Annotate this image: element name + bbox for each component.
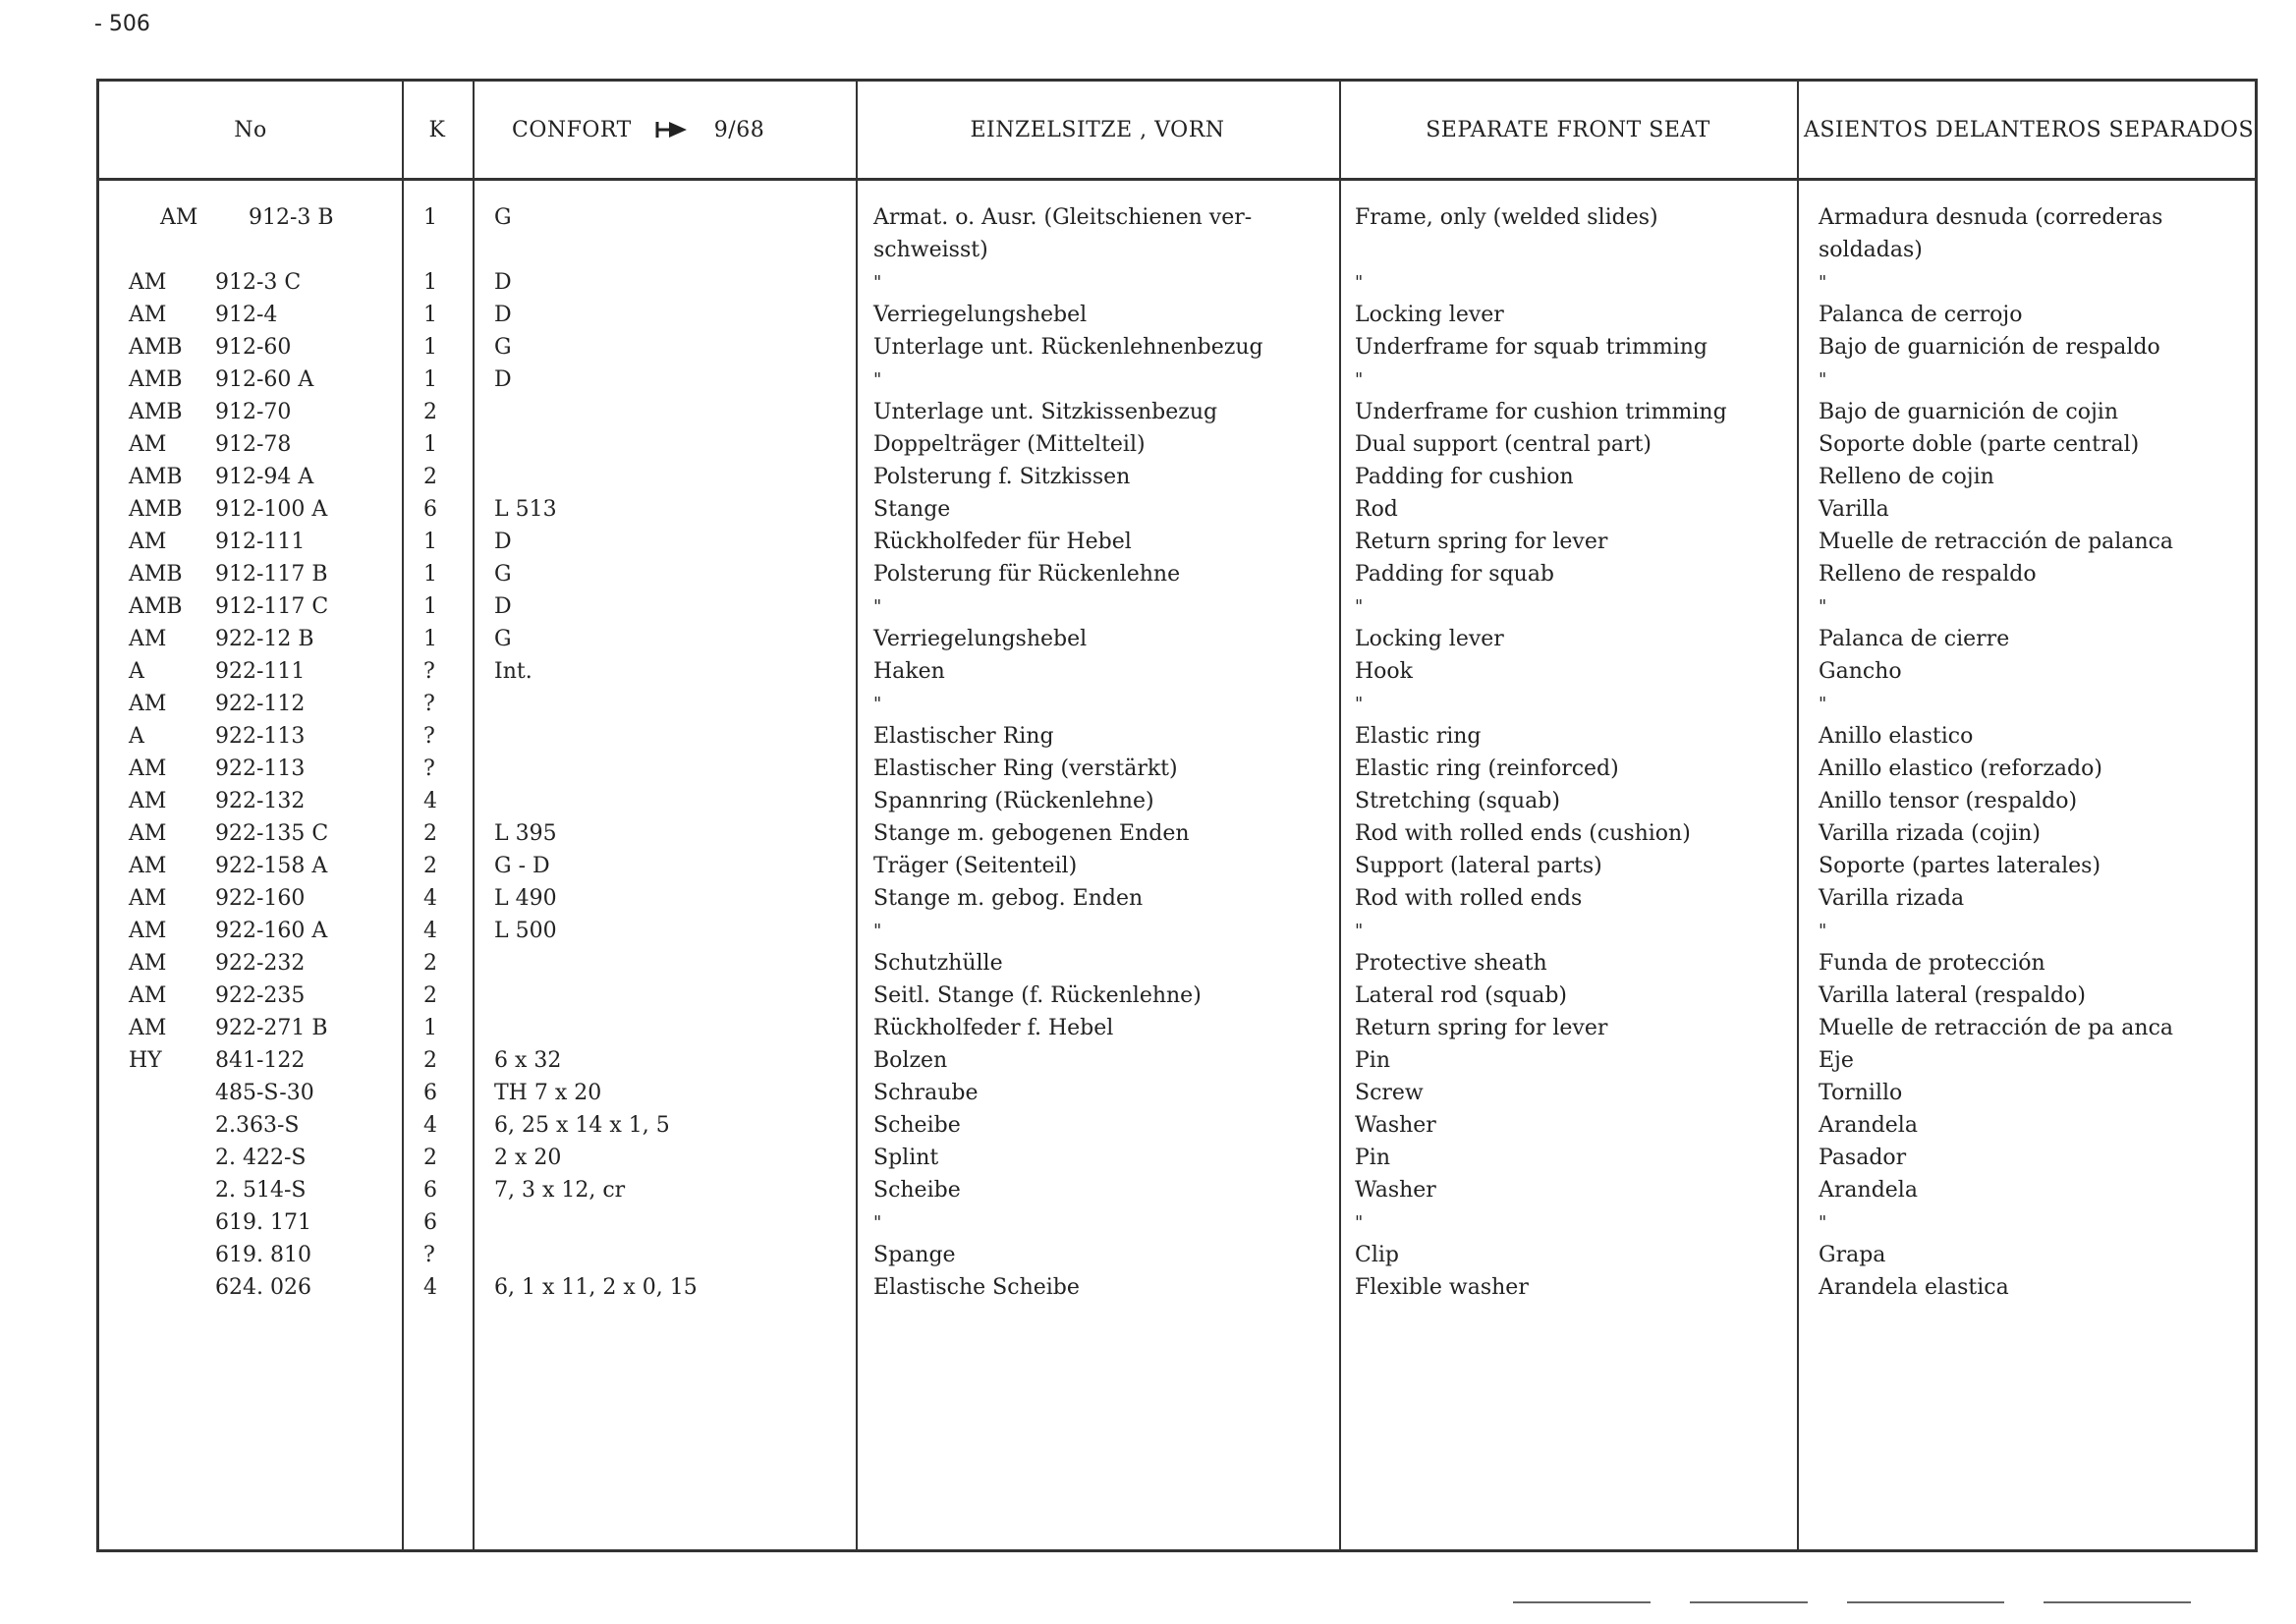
cell-pre: AM xyxy=(129,951,167,976)
cell-en: Screw xyxy=(1355,1081,1424,1105)
cell-pre: AMB xyxy=(129,335,183,360)
cell-k: ? xyxy=(423,692,435,716)
cell-pre: AM xyxy=(160,205,198,230)
cell-es: " xyxy=(1819,369,1827,390)
cell-es: Gancho xyxy=(1819,659,1902,684)
cell-de: Verriegelungshebel xyxy=(873,627,1088,651)
cell-num: 912-78 xyxy=(215,432,292,457)
cell-es: " xyxy=(1819,694,1827,714)
cell-en: " xyxy=(1355,694,1364,714)
cell-en: Underframe for cushion trimming xyxy=(1355,400,1727,424)
cell-de: Unterlage unt. Sitzkissenbezug xyxy=(873,400,1218,424)
cell-pre: AMB xyxy=(129,562,183,587)
cell-en: Rod with rolled ends (cushion) xyxy=(1355,821,1691,846)
cell-num: 922-111 xyxy=(215,659,306,684)
cell-num: 922-232 xyxy=(215,951,306,976)
cell-pre: AM xyxy=(129,432,167,457)
arrow-right-icon xyxy=(655,120,689,140)
cell-en: Underframe for squab trimming xyxy=(1355,335,1708,360)
cell-conf: D xyxy=(494,270,512,295)
header-english: SEPARATE FRONT SEAT xyxy=(1426,117,1710,142)
cell-de: Stange xyxy=(873,497,951,522)
cell-k: 1 xyxy=(423,562,437,587)
cell-k: 2 xyxy=(423,465,437,489)
cell-de: Elastischer Ring (verstärkt) xyxy=(873,756,1178,781)
cell-num: 922-135 C xyxy=(215,821,329,846)
cell-en: Elastic ring (reinforced) xyxy=(1355,756,1619,781)
cell-pre: AM xyxy=(129,854,167,878)
cell-conf: D xyxy=(494,530,512,554)
cell-k: 6 xyxy=(423,1081,437,1105)
cell-es: Soporte doble (parte central) xyxy=(1819,432,2140,457)
cell-k: 4 xyxy=(423,1275,437,1300)
cell-pre: AM xyxy=(129,983,167,1008)
cell-num: 912-111 xyxy=(215,530,306,554)
scan-mark xyxy=(1690,1601,1808,1603)
cell-num: 2. 514-S xyxy=(215,1178,307,1203)
cell-conf: G xyxy=(494,562,512,587)
cell-de: Armat. o. Ausr. (Gleitschienen ver- schweisst) xyxy=(873,205,1253,262)
cell-num: 2. 422-S xyxy=(215,1146,307,1170)
cell-de: Stange m. gebogenen Enden xyxy=(873,821,1190,846)
cell-k: 1 xyxy=(423,627,437,651)
cell-pre: AMB xyxy=(129,497,183,522)
cell-en: " xyxy=(1355,369,1364,390)
cell-en: " xyxy=(1355,921,1364,941)
cell-de: Polsterung f. Sitzkissen xyxy=(873,465,1131,489)
cell-de: Spannring (Rückenlehne) xyxy=(873,789,1154,813)
cell-en: Protective sheath xyxy=(1355,951,1547,976)
cell-es: Muelle de retracción de pa anca xyxy=(1819,1016,2174,1040)
cell-num: 922-160 A xyxy=(215,919,328,943)
cell-num: 912-100 A xyxy=(215,497,328,522)
cell-k: 1 xyxy=(423,1016,437,1040)
cell-en: Washer xyxy=(1355,1113,1436,1138)
cell-es: Varilla xyxy=(1819,497,1889,522)
header-german: EINZELSITZE , VORN xyxy=(970,117,1225,142)
cell-pre: AM xyxy=(129,789,167,813)
cell-en: Hook xyxy=(1355,659,1414,684)
cell-pre: AM xyxy=(129,692,167,716)
cell-k: 1 xyxy=(423,367,437,392)
cell-num: 922-235 xyxy=(215,983,306,1008)
cell-conf: L 395 xyxy=(494,821,557,846)
cell-num: 624. 026 xyxy=(215,1275,311,1300)
cell-es: " xyxy=(1819,1212,1827,1233)
cell-num: 485-S-30 xyxy=(215,1081,314,1105)
cell-k: 4 xyxy=(423,789,437,813)
cell-k: 1 xyxy=(423,594,437,619)
cell-num: 922-113 xyxy=(215,724,306,749)
cell-de: Splint xyxy=(873,1146,939,1170)
column-divider xyxy=(473,82,475,1549)
cell-en: Dual support (central part) xyxy=(1355,432,1652,457)
cell-pre: AMB xyxy=(129,400,183,424)
cell-num: 922-271 B xyxy=(215,1016,328,1040)
cell-k: 2 xyxy=(423,1048,437,1073)
cell-de: Unterlage unt. Rückenlehnenbezug xyxy=(873,335,1263,360)
header-no: No xyxy=(234,117,267,142)
cell-k: 1 xyxy=(423,432,437,457)
cell-num: 922-158 A xyxy=(215,854,328,878)
cell-conf: L 500 xyxy=(494,919,557,943)
cell-k: ? xyxy=(423,756,435,781)
header-k: K xyxy=(428,117,446,142)
column-divider xyxy=(402,82,404,1549)
cell-es: Relleno de respaldo xyxy=(1819,562,2037,587)
cell-k: 1 xyxy=(423,303,437,327)
cell-k: 2 xyxy=(423,983,437,1008)
cell-k: 6 xyxy=(423,1178,437,1203)
cell-en: Rod with rolled ends xyxy=(1355,886,1583,911)
cell-num: 922-113 xyxy=(215,756,306,781)
cell-k: 1 xyxy=(423,205,437,230)
cell-conf: G xyxy=(494,627,512,651)
cell-de: Haken xyxy=(873,659,945,684)
cell-de: Spange xyxy=(873,1243,956,1267)
cell-es: Anillo elastico xyxy=(1819,724,1974,749)
cell-num: 912-4 xyxy=(215,303,278,327)
cell-conf: D xyxy=(494,303,512,327)
cell-es: Arandela xyxy=(1819,1178,1918,1203)
cell-en: Pin xyxy=(1355,1048,1391,1073)
cell-k: 6 xyxy=(423,497,437,522)
cell-en: Clip xyxy=(1355,1243,1399,1267)
cell-es: Anillo elastico (reforzado) xyxy=(1819,756,2102,781)
cell-num: 912-3 C xyxy=(215,270,302,295)
cell-de: Scheibe xyxy=(873,1178,961,1203)
cell-k: ? xyxy=(423,659,435,684)
cell-pre: AM xyxy=(129,886,167,911)
cell-en: Frame, only (welded slides) xyxy=(1355,205,1658,230)
cell-conf: G - D xyxy=(494,854,550,878)
cell-es: Funda de protección xyxy=(1819,951,2045,976)
cell-pre: AM xyxy=(129,627,167,651)
cell-de: Elastischer Ring xyxy=(873,724,1054,749)
cell-conf: G xyxy=(494,335,512,360)
scan-mark xyxy=(2044,1601,2191,1603)
cell-es: Pasador xyxy=(1819,1146,1907,1170)
column-divider xyxy=(1797,82,1799,1549)
cell-en: Support (lateral parts) xyxy=(1355,854,1602,878)
cell-es: Relleno de cojin xyxy=(1819,465,1994,489)
cell-en: Pin xyxy=(1355,1146,1391,1170)
page-number: - 506 xyxy=(94,12,150,36)
cell-num: 912-70 xyxy=(215,400,292,424)
cell-en: Locking lever xyxy=(1355,627,1504,651)
cell-de: Polsterung für Rückenlehne xyxy=(873,562,1181,587)
cell-pre: AMB xyxy=(129,594,183,619)
scan-mark xyxy=(1847,1601,2004,1603)
cell-k: 2 xyxy=(423,951,437,976)
cell-num: 619. 171 xyxy=(215,1210,311,1235)
cell-k: 1 xyxy=(423,270,437,295)
cell-pre: AM xyxy=(129,821,167,846)
cell-de: Schutzhülle xyxy=(873,951,1003,976)
cell-en: Elastic ring xyxy=(1355,724,1482,749)
cell-k: 2 xyxy=(423,854,437,878)
cell-k: 2 xyxy=(423,1146,437,1170)
cell-en: " xyxy=(1355,596,1364,617)
cell-k: 6 xyxy=(423,1210,437,1235)
cell-es: Tornillo xyxy=(1819,1081,1903,1105)
cell-en: " xyxy=(1355,1212,1364,1233)
cell-es: Armadura desnuda (correderas soldadas) xyxy=(1819,205,2163,262)
scan-mark xyxy=(1513,1601,1651,1603)
cell-conf: L 490 xyxy=(494,886,557,911)
cell-k: 2 xyxy=(423,400,437,424)
cell-num: 912-60 A xyxy=(215,367,314,392)
cell-pre: AMB xyxy=(129,367,183,392)
cell-k: 4 xyxy=(423,919,437,943)
cell-conf: Int. xyxy=(494,659,532,684)
cell-de: " xyxy=(873,1212,882,1233)
header-confort-cell xyxy=(473,82,895,178)
cell-num: 912-60 xyxy=(215,335,292,360)
cell-k: 4 xyxy=(423,886,437,911)
cell-conf: D xyxy=(494,367,512,392)
header-spanish: ASIENTOS DELANTEROS SEPARADOS xyxy=(1803,117,2255,142)
cell-k: ? xyxy=(423,724,435,749)
cell-num: 912-94 A xyxy=(215,465,314,489)
cell-de: " xyxy=(873,694,882,714)
cell-es: " xyxy=(1819,596,1827,617)
cell-es: Bajo de guarnición de respaldo xyxy=(1819,335,2160,360)
cell-de: Schraube xyxy=(873,1081,979,1105)
cell-de: Träger (Seitenteil) xyxy=(873,854,1078,878)
cell-es: Eje xyxy=(1819,1048,1854,1073)
cell-en: Return spring for lever xyxy=(1355,530,1608,554)
cell-de: Seitl. Stange (f. Rückenlehne) xyxy=(873,983,1202,1008)
cell-num: 912-3 B xyxy=(249,205,334,230)
cell-conf: 7, 3 x 12, cr xyxy=(494,1178,626,1203)
cell-k: 1 xyxy=(423,335,437,360)
cell-k: 4 xyxy=(423,1113,437,1138)
column-divider xyxy=(1339,82,1341,1549)
cell-k: 1 xyxy=(423,530,437,554)
cell-num: 912-117 C xyxy=(215,594,329,619)
cell-pre: AM xyxy=(129,530,167,554)
cell-conf: TH 7 x 20 xyxy=(494,1081,602,1105)
cell-de: Stange m. gebog. Enden xyxy=(873,886,1144,911)
cell-es: Arandela xyxy=(1819,1113,1918,1138)
cell-pre: AM xyxy=(129,270,167,295)
cell-pre: AM xyxy=(129,1016,167,1040)
cell-conf: 6, 1 x 11, 2 x 0, 15 xyxy=(494,1275,698,1300)
cell-de: " xyxy=(873,596,882,617)
cell-num: 2.363-S xyxy=(215,1113,300,1138)
header-confort-date: 9/68 xyxy=(713,117,765,142)
cell-pre: HY xyxy=(129,1048,162,1073)
cell-num: 912-117 B xyxy=(215,562,328,587)
cell-conf: 6 x 32 xyxy=(494,1048,562,1073)
cell-num: 841-122 xyxy=(215,1048,306,1073)
cell-de: Verriegelungshebel xyxy=(873,303,1088,327)
cell-en: Lateral rod (squab) xyxy=(1355,983,1567,1008)
cell-de: " xyxy=(873,272,882,293)
cell-conf: G xyxy=(494,205,512,230)
cell-es: Anillo tensor (respaldo) xyxy=(1819,789,2078,813)
cell-conf: D xyxy=(494,594,512,619)
cell-conf: 2 x 20 xyxy=(494,1146,562,1170)
cell-de: " xyxy=(873,369,882,390)
cell-en: Washer xyxy=(1355,1178,1436,1203)
cell-k: 2 xyxy=(423,821,437,846)
cell-es: " xyxy=(1819,272,1827,293)
cell-en: Padding for squab xyxy=(1355,562,1555,587)
cell-num: 922-160 xyxy=(215,886,306,911)
cell-de: Bolzen xyxy=(873,1048,948,1073)
cell-es: Muelle de retracción de palanca xyxy=(1819,530,2174,554)
cell-k: ? xyxy=(423,1243,435,1267)
column-divider xyxy=(856,82,858,1549)
cell-pre: A xyxy=(129,659,144,684)
cell-conf: L 513 xyxy=(494,497,557,522)
cell-es: " xyxy=(1819,921,1827,941)
cell-en: Locking lever xyxy=(1355,303,1504,327)
cell-pre: AM xyxy=(129,919,167,943)
cell-es: Bajo de guarnición de cojin xyxy=(1819,400,2118,424)
cell-pre: AM xyxy=(129,303,167,327)
cell-es: Palanca de cerrojo xyxy=(1819,303,2023,327)
cell-num: 922-112 xyxy=(215,692,306,716)
cell-de: Elastische Scheibe xyxy=(873,1275,1080,1300)
cell-pre: AM xyxy=(129,756,167,781)
cell-en: Flexible washer xyxy=(1355,1275,1529,1300)
cell-de: Scheibe xyxy=(873,1113,961,1138)
cell-pre: AMB xyxy=(129,465,183,489)
cell-num: 619. 810 xyxy=(215,1243,311,1267)
cell-de: Rückholfeder für Hebel xyxy=(873,530,1132,554)
cell-de: Doppelträger (Mittelteil) xyxy=(873,432,1146,457)
cell-en: Padding for cushion xyxy=(1355,465,1574,489)
header-rule xyxy=(99,178,2255,181)
cell-es: Varilla lateral (respaldo) xyxy=(1819,983,2086,1008)
cell-num: 922-12 B xyxy=(215,627,314,651)
cell-pre: A xyxy=(129,724,144,749)
cell-es: Soporte (partes laterales) xyxy=(1819,854,2101,878)
cell-num: 922-132 xyxy=(215,789,306,813)
cell-es: Arandela elastica xyxy=(1819,1275,2009,1300)
cell-en: Stretching (squab) xyxy=(1355,789,1560,813)
cell-es: Grapa xyxy=(1819,1243,1886,1267)
cell-es: Varilla rizada (cojin) xyxy=(1819,821,2041,846)
cell-conf: 6, 25 x 14 x 1, 5 xyxy=(494,1113,670,1138)
cell-en: " xyxy=(1355,272,1364,293)
header-confort: CONFORT xyxy=(512,117,632,142)
cell-de: " xyxy=(873,921,882,941)
cell-es: Palanca de cierre xyxy=(1819,627,2010,651)
cell-es: Varilla rizada xyxy=(1819,886,1965,911)
cell-de: Rückholfeder f. Hebel xyxy=(873,1016,1114,1040)
cell-en: Return spring for lever xyxy=(1355,1016,1608,1040)
cell-en: Rod xyxy=(1355,497,1398,522)
parts-table xyxy=(96,79,2258,1552)
